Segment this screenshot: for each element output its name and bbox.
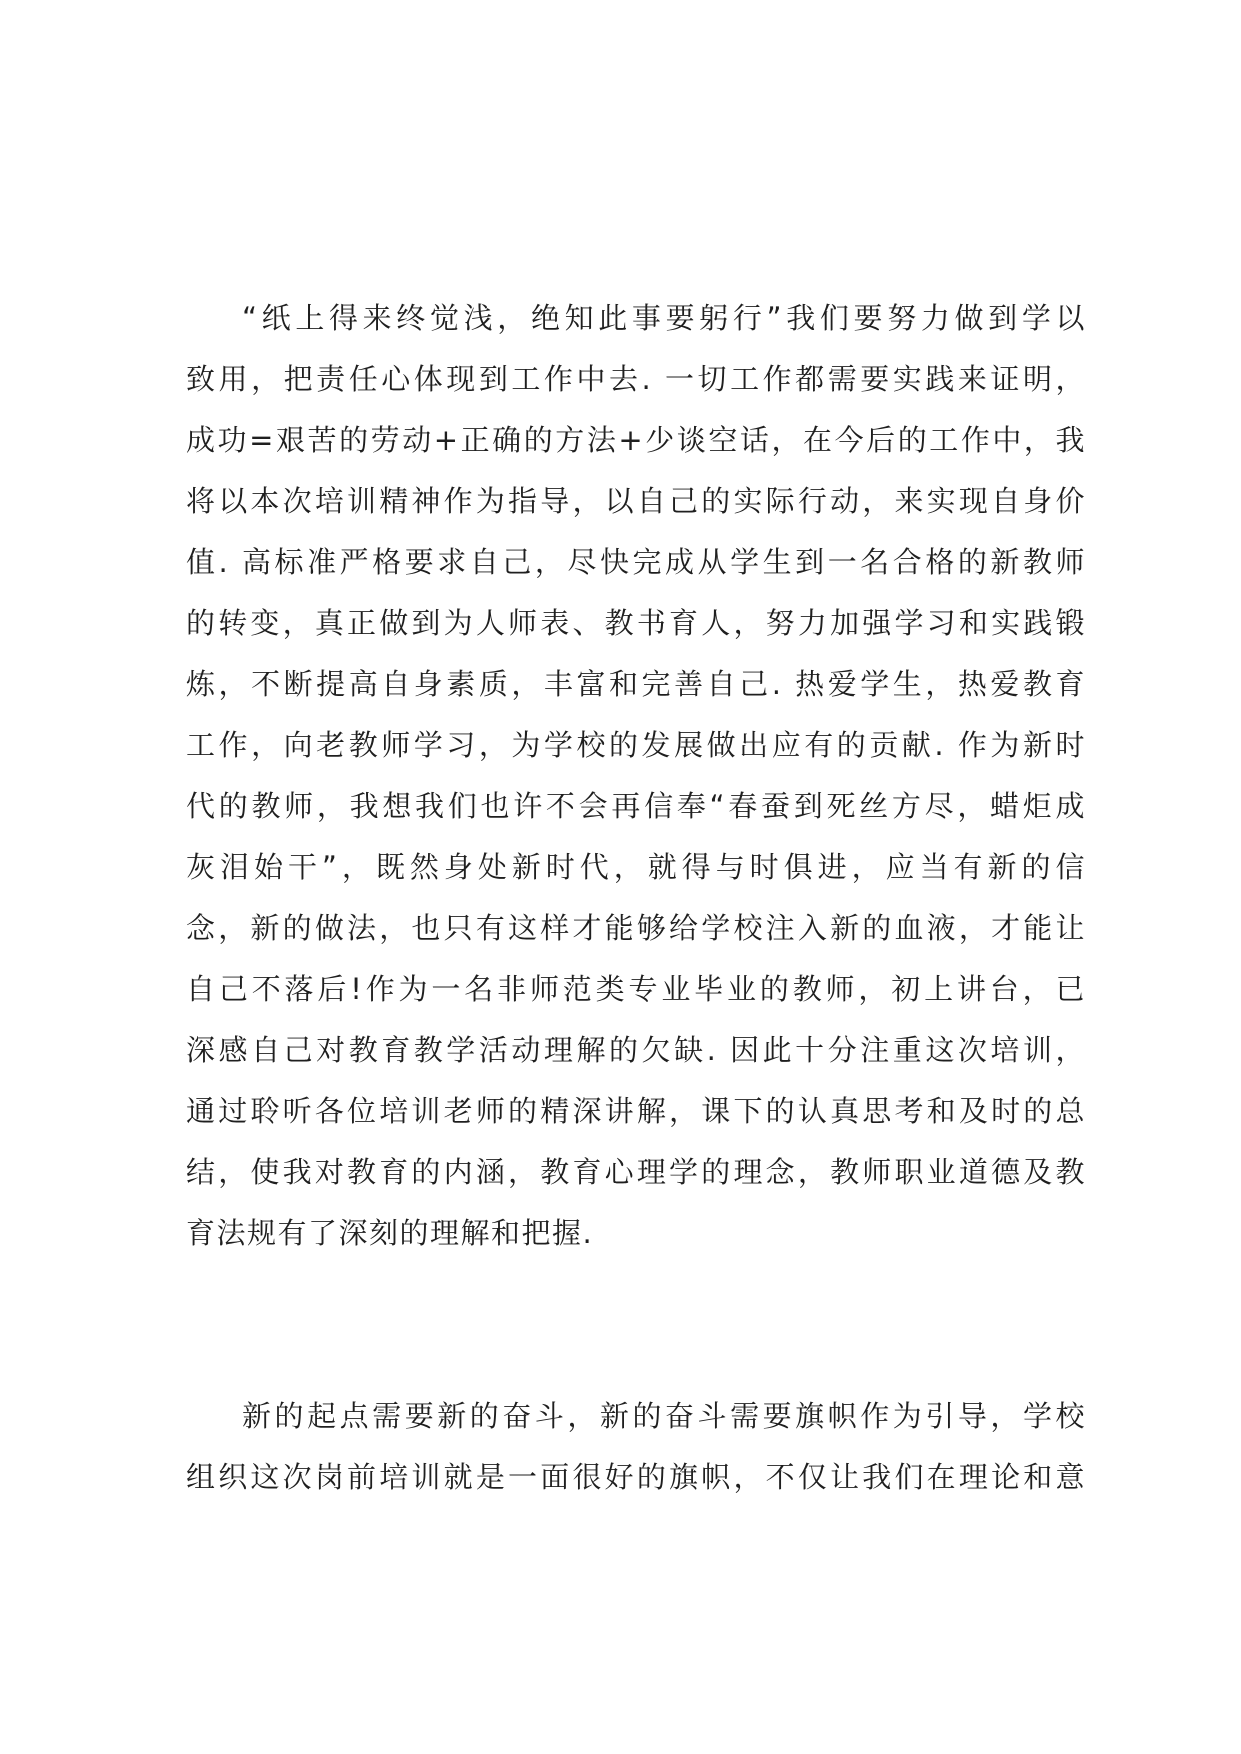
paragraph-line: 致用，把责任心体现到工作中去. 一切工作都需要实践来证明，	[186, 362, 1086, 396]
paragraph-line: 深感自己对教育教学活动理解的欠缺. 因此十分注重这次培训，	[186, 1033, 1086, 1067]
paragraph-line: 自己不落后!作为一名非师范类专业毕业的教师，初上讲台，已	[186, 972, 1086, 1006]
paragraph-line: 念，新的做法，也只有这样才能够给学校注入新的血液，才能让	[186, 911, 1086, 945]
paragraph-line: “纸上得来终觉浅，绝知此事要躬行”我们要努力做到学以	[242, 301, 1086, 335]
paragraph-line: 新的起点需要新的奋斗，新的奋斗需要旗帜作为引导，学校	[242, 1399, 1086, 1433]
paragraph-line: 工作，向老教师学习，为学校的发展做出应有的贡献. 作为新时	[186, 728, 1086, 762]
paragraph-line: 炼，不断提高自身素质，丰富和完善自己. 热爱学生，热爱教育	[186, 667, 1086, 701]
paragraph-line: 灰泪始干”，既然身处新时代，就得与时俱进，应当有新的信	[186, 850, 1086, 884]
paragraph-line: 成功=艰苦的劳动+正确的方法+少谈空话，在今后的工作中，我	[186, 423, 1086, 457]
paragraph-line: 值. 高标准严格要求自己，尽快完成从学生到一名合格的新教师	[186, 545, 1086, 579]
paragraph-last-line: 育法规有了深刻的理解和把握.	[186, 1216, 594, 1250]
paragraph-line: 将以本次培训精神作为指导，以自己的实际行动，来实现自身价	[186, 484, 1086, 518]
paragraph-line: 通过聆听各位培训老师的精深讲解，课下的认真思考和及时的总	[186, 1094, 1086, 1128]
paragraph-1	[186, 288, 1086, 1264]
paragraph-line: 组织这次岗前培训就是一面很好的旗帜，不仅让我们在理论和意	[186, 1460, 1086, 1494]
paragraph-2	[186, 1386, 1086, 1508]
paragraph-line: 结，使我对教育的内涵，教育心理学的理念，教师职业道德及教	[186, 1155, 1086, 1189]
paragraph-line: 的转变，真正做到为人师表、教书育人，努力加强学习和实践锻	[186, 606, 1086, 640]
paragraph-line: 代的教师，我想我们也许不会再信奉“春蚕到死丝方尽，蜡炬成	[186, 789, 1086, 823]
